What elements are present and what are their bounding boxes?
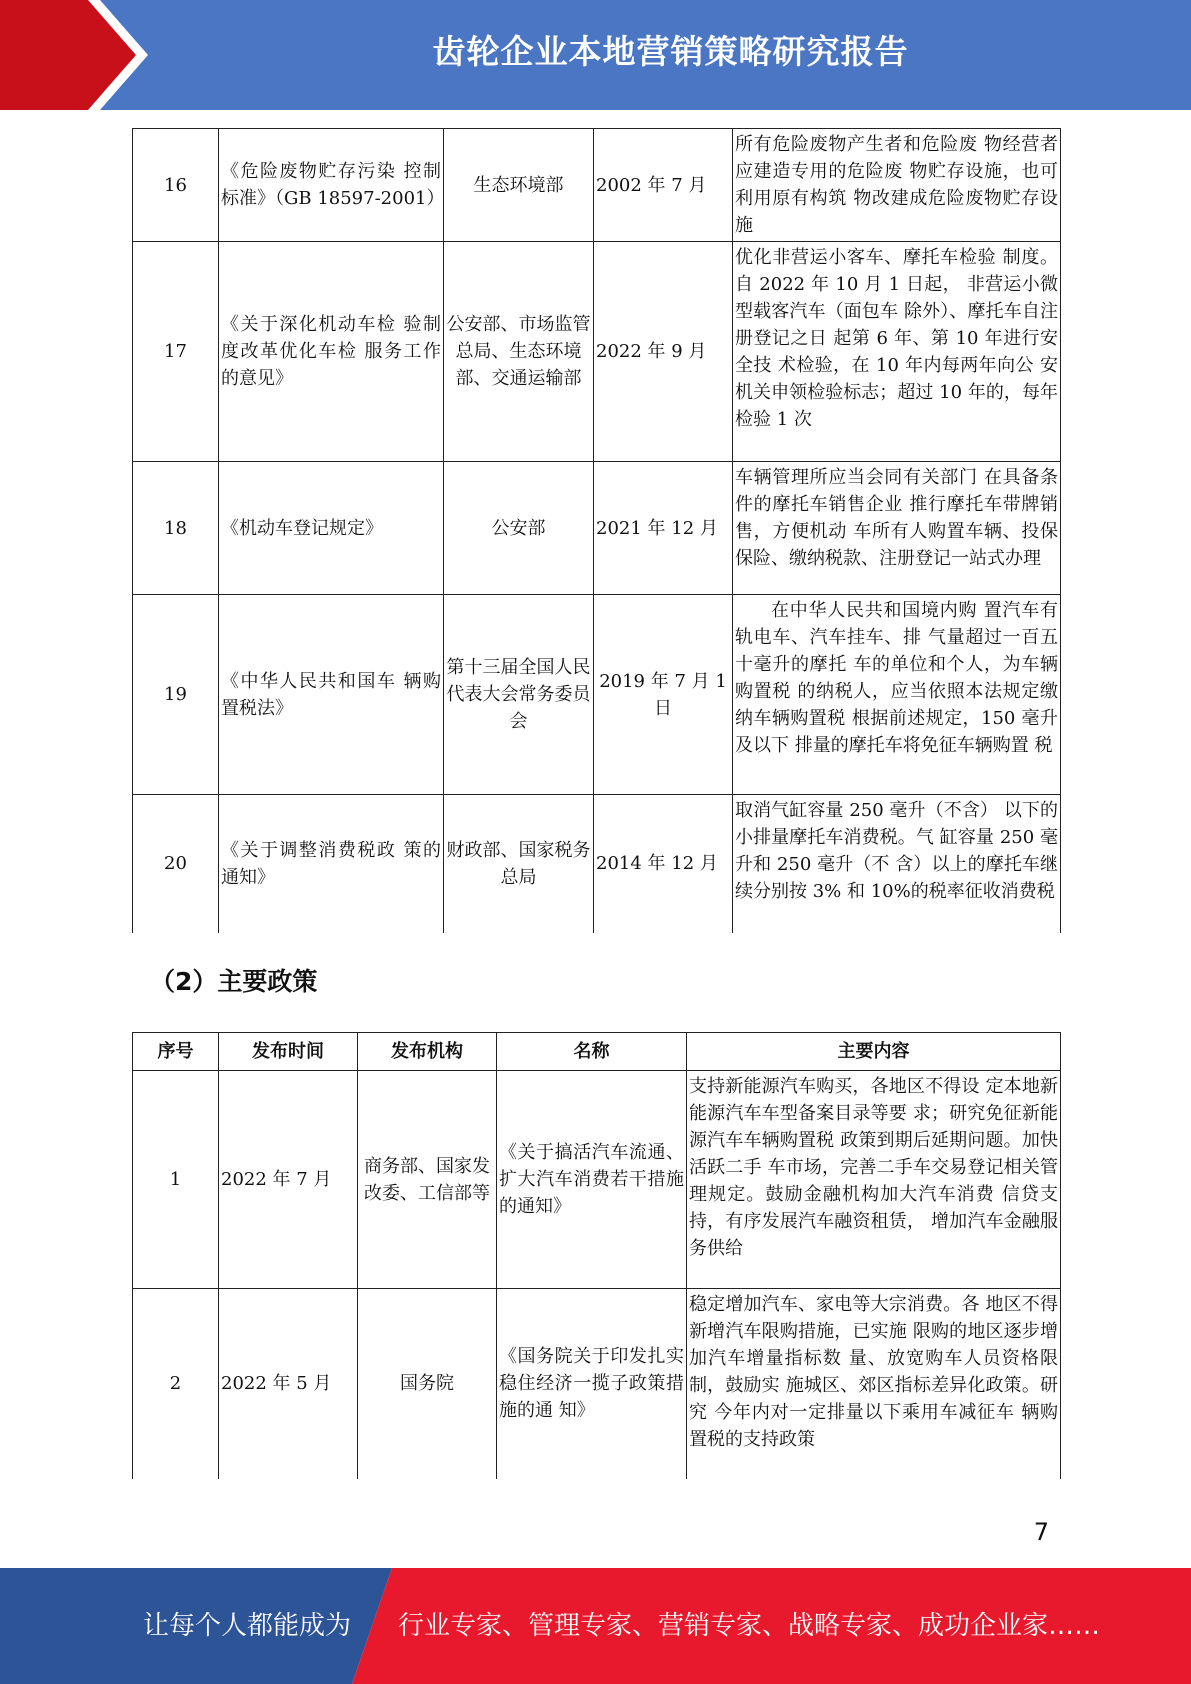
row-number: 20 [133,795,219,933]
table-row [133,242,1061,462]
row-number: 17 [133,242,219,462]
main-content: 车辆管理所应当会同有关部门 在具备条件的摩托车销售企业 推行摩托车带牌销售，方便机动 车所有人购置车辆、投保保险、缴纳税款、注册登记一站式办理 [733,462,1061,595]
issue-date: 2019 年 7 月 1 日 [594,595,733,795]
table-row [133,462,1061,595]
header-agency: 发布机构 [358,1033,497,1071]
regulation-name: 《中华人民共和国车 辆购置税法》 [219,595,444,795]
row-number: 2 [133,1289,219,1479]
issue-date: 2022 年 7 月 [219,1071,358,1289]
table-row [133,1071,1061,1289]
main-content: 支持新能源汽车购买，各地区不得设 定本地新能源汽车车型备案目录等要 求；研究免征新能源汽车车辆购置税 政策到期后延期问题。加快活跃二手 车市场，完善二手车交易登记相关管 理规定。鼓励金融机构加大汽车消费 信贷支持，有序发展汽车融资租赁， 增加汽车金融服务供给 [687,1071,1061,1289]
section-heading: （2）主要政策 [150,967,318,996]
regulation-name: 《关于深化机动车检 验制度改革优化车检 服务工作的意见》 [219,242,444,462]
issuing-agency: 公安部 [444,462,594,595]
regulation-name: 《关于调整消费税政 策的通知》 [219,795,444,933]
issuing-agency: 商务部、国家发改委、工信部等 [358,1071,497,1289]
issuing-agency: 第十三届全国人民代表大会常务委员会 [444,595,594,795]
header-content: 主要内容 [687,1033,1061,1071]
policies-table [132,1032,1061,1479]
row-number: 1 [133,1071,219,1289]
header-date: 发布时间 [219,1033,358,1071]
issue-date: 2014 年 12 月 [594,795,733,933]
row-number: 18 [133,462,219,595]
page-number: 7 [1033,1518,1049,1546]
issuing-agency: 公安部、市场监管总局、生态环境部、交通运输部 [444,242,594,462]
table-row [133,129,1061,242]
footer-slogan-left: 让每个人都能成为 [143,1611,352,1641]
main-content: 稳定增加汽车、家电等大宗消费。各 地区不得新增汽车限购措施，已实施 限购的地区逐步增加汽车增量指标数 量、放宽购车人员资格限制，鼓励实 施城区、郊区指标差异化政策。研究 今年内对一定排量以下乘用车减征车 辆购置税的支持政策 [687,1289,1061,1479]
table-row [133,1289,1061,1479]
regulations-table [132,128,1061,933]
header-name: 名称 [497,1033,687,1071]
table-row [133,595,1061,795]
table-header-row [133,1033,1061,1071]
issue-date: 2002 年 7 月 [594,129,733,242]
footer-slogan-right: 行业专家、管理专家、营销专家、战略专家、成功企业家…… [398,1611,1101,1641]
policy-name: 《关于搞活汽车流通、扩大汽车消费若干措施的通知》 [497,1071,687,1289]
regulation-name: 《危险废物贮存污染 控制标准》（GB 18597-2001） [219,129,444,242]
main-content: 所有危险废物产生者和危险废 物经营者应建造专用的危险废 物贮存设施，也可利用原有构筑 物改建成危险废物贮存设施 [733,129,1061,242]
issuing-agency: 国务院 [358,1289,497,1479]
main-content: 在中华人民共和国境内购 置汽车有轨电车、汽车挂车、排 气量超过一百五十毫升的摩托 车的单位和个人，为车辆购置税 的纳税人，应当依照本法规定缴 纳车辆购置税 根据前述规定，150 毫升及以下 排量的摩托车将免征车辆购置 税 [733,595,1061,795]
issuing-agency: 财政部、国家税务总局 [444,795,594,933]
issue-date: 2022 年 9 月 [594,242,733,462]
issuing-agency: 生态环境部 [444,129,594,242]
table-row [133,795,1061,933]
issue-date: 2021 年 12 月 [594,462,733,595]
row-number: 16 [133,129,219,242]
page-header [0,0,1191,110]
header-chevron-decoration [0,0,160,110]
regulation-name: 《机动车登记规定》 [219,462,444,595]
row-number: 19 [133,595,219,795]
policy-name: 《国务院关于印发扎实稳住经济一揽子政策措施的通 知》 [497,1289,687,1479]
issue-date: 2022 年 5 月 [219,1289,358,1479]
main-content: 取消气缸容量 250 毫升（不含） 以下的小排量摩托车消费税。气 缸容量 250 毫升和 250 毫升（不 含）以上的摩托车继续分别按 3% 和 10%的税率征收消费税 [733,795,1061,933]
main-content: 优化非营运小客车、摩托车检验 制度。自 2022 年 10 月 1 日起， 非营运小微型载客汽车（面包车 除外）、摩托车自注册登记之日 起第 6 年、第 10 年进行安全技 术检验，在 10 年内每两年向公 安机关申领检验标志；超过 10 年的，每年检验 1 次 [733,242,1061,462]
report-title: 齿轮企业本地营销策略研究报告 [432,32,909,71]
page-footer [0,1568,1191,1684]
header-number: 序号 [133,1033,219,1071]
